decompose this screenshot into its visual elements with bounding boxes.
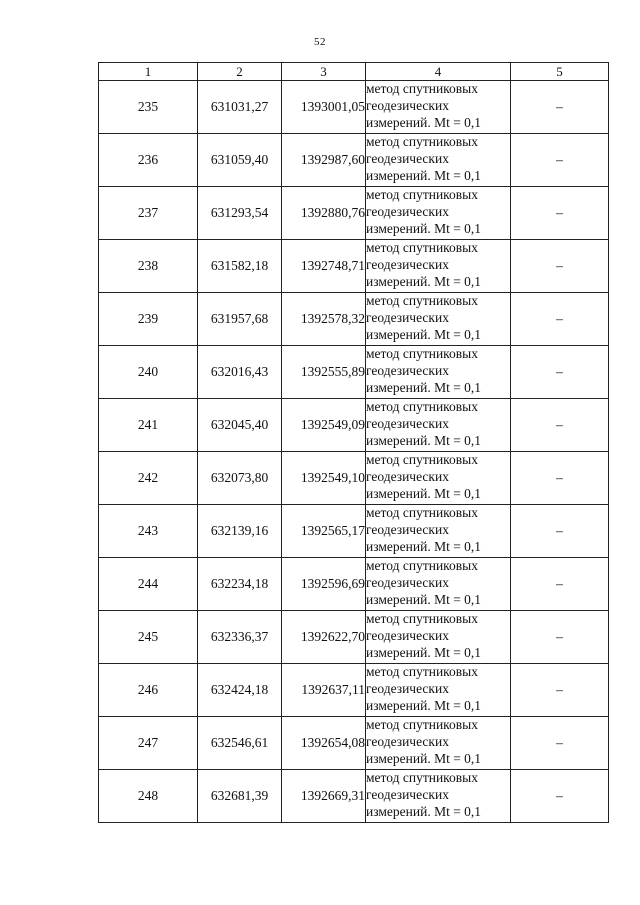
method-cell [366,399,511,452]
method-line-2: геодезических [366,574,449,590]
coordinate-x-cell: 631293,54 [198,187,282,240]
header-col-4: 4 [366,63,511,81]
coordinate-y-cell: 1392549,09 [282,399,366,452]
method-line-3: измерений. Mt = 0,1 [366,432,482,448]
header-col-5: 5 [511,63,609,81]
coordinate-y-cell: 1392880,76 [282,187,366,240]
method-line-2: геодезических [366,468,449,484]
method-line-1: метод спутниковых [366,717,478,732]
method-line-3: измерений. Mt = 0,1 [366,485,482,501]
coordinate-y-cell: 1392555,89 [282,346,366,399]
note-cell: – [511,346,609,399]
method-line-2: геодезических [366,150,449,166]
table-row [99,293,609,346]
method-cell [366,770,511,823]
coordinate-y-cell: 1392578,32 [282,293,366,346]
point-number-cell: 236 [99,134,198,187]
coordinate-x-cell: 631957,68 [198,293,282,346]
point-number-cell: 240 [99,346,198,399]
point-number-cell: 243 [99,505,198,558]
coordinate-y-cell: 1393001,05 [282,81,366,134]
coordinate-y-cell: 1392987,60 [282,134,366,187]
coordinate-y-cell: 1392654,08 [282,717,366,770]
method-line-1: метод спутниковых [366,81,478,96]
method-line-2: геодезических [366,786,449,802]
method-cell [366,293,511,346]
coordinate-x-cell: 632016,43 [198,346,282,399]
method-line-2: геодезических [366,362,449,378]
coordinate-x-cell: 632424,18 [198,664,282,717]
point-number-cell: 248 [99,770,198,823]
method-line-3: измерений. Mt = 0,1 [366,538,482,554]
method-line-1: метод спутниковых [366,399,478,414]
table-row [99,187,609,240]
table-header [99,63,609,81]
note-cell: – [511,611,609,664]
method-cell [366,187,511,240]
method-line-2: геодезических [366,521,449,537]
note-cell: – [511,770,609,823]
method-line-2: геодезических [366,415,449,431]
method-line-1: метод спутниковых [366,452,478,467]
method-line-3: измерений. Mt = 0,1 [366,326,482,342]
method-line-3: измерений. Mt = 0,1 [366,697,482,713]
table-row [99,240,609,293]
coordinate-x-cell: 631059,40 [198,134,282,187]
method-line-3: измерений. Mt = 0,1 [366,379,482,395]
header-col-2: 2 [198,63,282,81]
note-cell: – [511,240,609,293]
method-line-3: измерений. Mt = 0,1 [366,803,482,819]
note-cell: – [511,664,609,717]
method-line-1: метод спутниковых [366,611,478,626]
coordinate-x-cell: 631031,27 [198,81,282,134]
point-number-cell: 242 [99,452,198,505]
table-body [99,81,609,823]
table-row [99,81,609,134]
method-line-2: геодезических [366,256,449,272]
method-cell [366,81,511,134]
table-row [99,346,609,399]
coordinate-x-cell: 631582,18 [198,240,282,293]
note-cell: – [511,558,609,611]
method-cell [366,346,511,399]
header-row [99,63,609,81]
coordinate-x-cell: 632681,39 [198,770,282,823]
note-cell: – [511,399,609,452]
method-cell [366,134,511,187]
coordinates-table [98,62,609,823]
method-cell [366,240,511,293]
table-row [99,717,609,770]
note-cell: – [511,717,609,770]
note-cell: – [511,81,609,134]
method-line-1: метод спутниковых [366,505,478,520]
coordinate-y-cell: 1392549,10 [282,452,366,505]
method-line-1: метод спутниковых [366,664,478,679]
coordinate-y-cell: 1392622,70 [282,611,366,664]
point-number-cell: 235 [99,81,198,134]
coordinate-x-cell: 632073,80 [198,452,282,505]
point-number-cell: 237 [99,187,198,240]
method-line-1: метод спутниковых [366,134,478,149]
table-row [99,399,609,452]
method-line-3: измерений. Mt = 0,1 [366,644,482,660]
table-row [99,558,609,611]
point-number-cell: 246 [99,664,198,717]
note-cell: – [511,293,609,346]
coordinate-y-cell: 1392748,71 [282,240,366,293]
point-number-cell: 238 [99,240,198,293]
method-line-1: метод спутниковых [366,293,478,308]
method-line-1: метод спутниковых [366,558,478,573]
method-line-1: метод спутниковых [366,240,478,255]
method-line-3: измерений. Mt = 0,1 [366,591,482,607]
method-line-3: измерений. Mt = 0,1 [366,750,482,766]
method-line-3: измерений. Mt = 0,1 [366,220,482,236]
method-line-2: геодезических [366,203,449,219]
method-cell [366,717,511,770]
coordinate-x-cell: 632139,16 [198,505,282,558]
table-row [99,505,609,558]
method-line-2: геодезических [366,733,449,749]
coordinate-x-cell: 632336,37 [198,611,282,664]
point-number-cell: 247 [99,717,198,770]
table-row [99,770,609,823]
note-cell: – [511,452,609,505]
coordinate-y-cell: 1392565,17 [282,505,366,558]
method-line-1: метод спутниковых [366,187,478,202]
page-number: 52 [314,36,326,48]
method-cell [366,452,511,505]
note-cell: – [511,505,609,558]
table-row [99,611,609,664]
point-number-cell: 241 [99,399,198,452]
note-cell: – [511,134,609,187]
method-line-1: метод спутниковых [366,770,478,785]
method-cell [366,664,511,717]
table-row [99,664,609,717]
table-row [99,452,609,505]
method-cell [366,558,511,611]
note-cell: – [511,187,609,240]
method-cell [366,505,511,558]
coordinate-y-cell: 1392669,31 [282,770,366,823]
method-line-2: геодезических [366,680,449,696]
header-col-1: 1 [99,63,198,81]
coordinate-x-cell: 632546,61 [198,717,282,770]
coordinate-x-cell: 632234,18 [198,558,282,611]
coordinate-y-cell: 1392637,11 [282,664,366,717]
method-line-2: геодезических [366,97,449,113]
point-number-cell: 245 [99,611,198,664]
point-number-cell: 244 [99,558,198,611]
method-line-3: измерений. Mt = 0,1 [366,273,482,289]
method-line-2: геодезических [366,627,449,643]
method-line-2: геодезических [366,309,449,325]
coordinate-y-cell: 1392596,69 [282,558,366,611]
point-number-cell: 239 [99,293,198,346]
method-line-3: измерений. Mt = 0,1 [366,167,482,183]
coordinate-x-cell: 632045,40 [198,399,282,452]
table-row [99,134,609,187]
header-col-3: 3 [282,63,366,81]
method-line-1: метод спутниковых [366,346,478,361]
method-line-3: измерений. Mt = 0,1 [366,114,482,130]
method-cell [366,611,511,664]
